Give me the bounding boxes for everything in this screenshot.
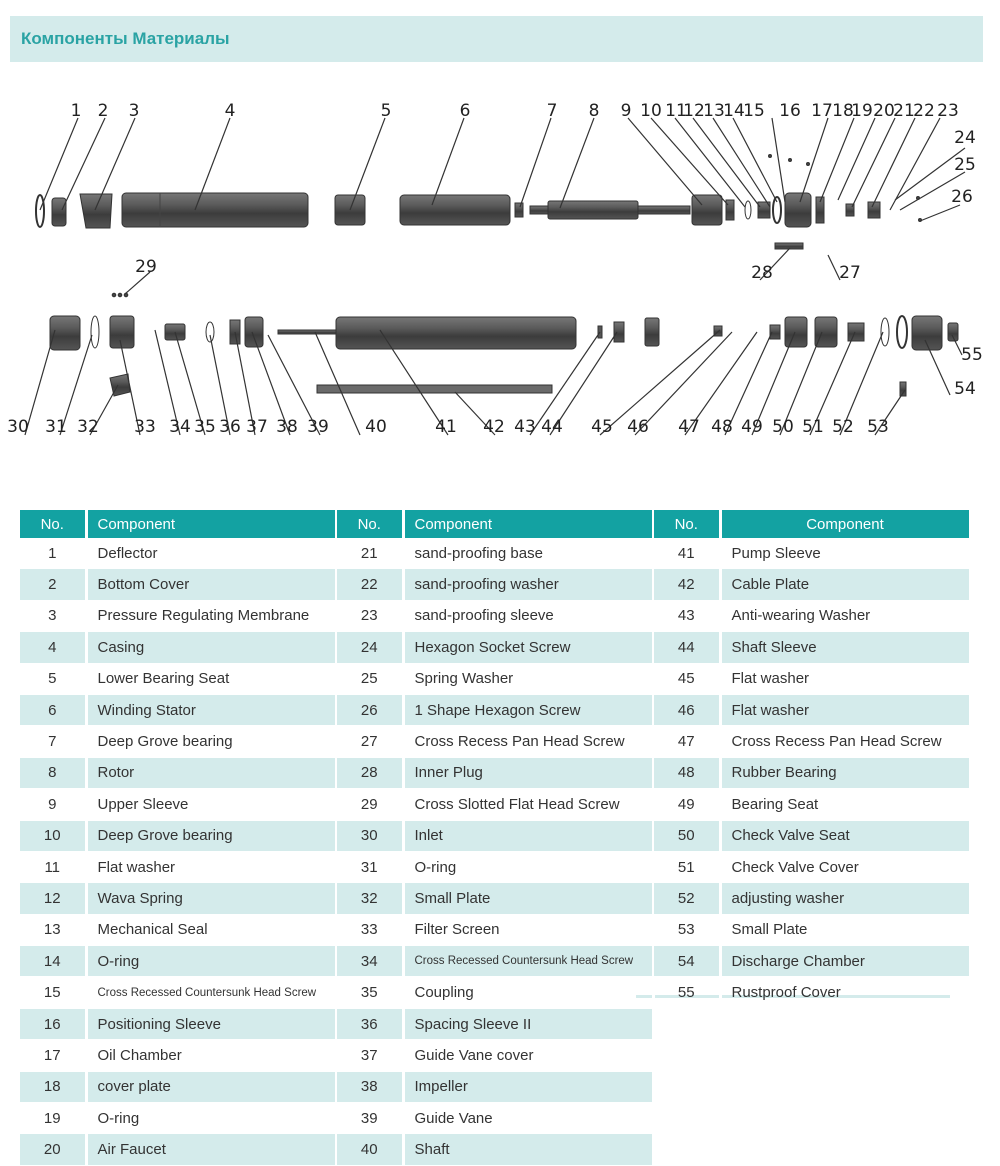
table-header <box>337 510 653 538</box>
table-row <box>337 694 653 725</box>
part-number: 24 <box>337 632 403 663</box>
table-row <box>20 883 336 914</box>
part-name: O-ring <box>86 946 336 977</box>
table-row <box>654 538 970 569</box>
part-number: 50 <box>654 820 720 851</box>
part-name: Shaft Sleeve <box>720 632 970 663</box>
table-row <box>654 663 970 694</box>
callout-10: 10 <box>640 101 662 121</box>
part-number: 26 <box>337 694 403 725</box>
callout-29: 29 <box>135 257 157 277</box>
part-number: 13 <box>20 914 86 945</box>
part-name: Discharge Chamber <box>720 946 970 977</box>
header-no: No. <box>20 510 86 538</box>
callout-24: 24 <box>954 128 976 148</box>
callout-37: 37 <box>246 417 268 437</box>
callout-47: 47 <box>678 417 700 437</box>
table-row <box>337 851 653 882</box>
table-row <box>337 977 653 1008</box>
table-body <box>337 538 653 1165</box>
table-row <box>654 914 970 945</box>
part-name: Check Valve Cover <box>720 851 970 882</box>
table-body <box>20 538 336 1165</box>
part-name: Hexagon Socket Screw <box>403 632 653 663</box>
table-row <box>20 726 336 757</box>
callout-39: 39 <box>307 417 329 437</box>
part-name: Lower Bearing Seat <box>86 663 336 694</box>
part-number: 10 <box>20 820 86 851</box>
callout-50: 50 <box>772 417 794 437</box>
part-name: Upper Sleeve <box>86 789 336 820</box>
callout-46: 46 <box>627 417 649 437</box>
table-row <box>654 977 970 1008</box>
part-number: 19 <box>20 1103 86 1134</box>
part-number: 33 <box>337 914 403 945</box>
part-number: 44 <box>654 632 720 663</box>
part-name: Rustproof Cover <box>720 977 970 1008</box>
table-row <box>337 820 653 851</box>
callout-14: 14 <box>723 101 745 121</box>
table-row <box>337 1008 653 1039</box>
part-number: 38 <box>337 1071 403 1102</box>
callout-23: 23 <box>937 101 959 121</box>
part-number: 11 <box>20 851 86 882</box>
part-name: Flat washer <box>86 851 336 882</box>
callout-5: 5 <box>380 101 392 121</box>
callout-52: 52 <box>832 417 854 437</box>
callout-42: 42 <box>483 417 505 437</box>
callout-49: 49 <box>741 417 763 437</box>
part-number: 49 <box>654 789 720 820</box>
part-number: 18 <box>20 1071 86 1102</box>
table-row <box>654 883 970 914</box>
part-name: Deep Grove bearing <box>86 820 336 851</box>
part-number: 1 <box>20 538 86 569</box>
callout-26: 26 <box>951 187 973 207</box>
part-number: 55 <box>654 977 720 1008</box>
callout-55: 55 <box>961 345 983 365</box>
table-row <box>654 694 970 725</box>
section-title: Компоненты Материалы <box>21 29 230 48</box>
part-name: Cross Recess Pan Head Screw <box>403 726 653 757</box>
part-number: 40 <box>337 1134 403 1165</box>
part-name: Deflector <box>86 538 336 569</box>
callout-45: 45 <box>591 417 613 437</box>
pump-parts <box>50 293 958 396</box>
table-row <box>654 757 970 788</box>
callout-30: 30 <box>7 417 29 437</box>
callout-13: 13 <box>703 101 725 121</box>
part-name: Guide Vane cover <box>403 1040 653 1071</box>
table-row <box>337 600 653 631</box>
callout-44: 44 <box>541 417 563 437</box>
callout-48: 48 <box>711 417 733 437</box>
header-no: No. <box>337 510 403 538</box>
table-row <box>337 757 653 788</box>
part-number: 5 <box>20 663 86 694</box>
callout-34: 34 <box>169 417 191 437</box>
table-row <box>337 914 653 945</box>
callout-43: 43 <box>514 417 536 437</box>
callout-15: 15 <box>743 101 765 121</box>
callout-38: 38 <box>276 417 298 437</box>
part-number: 16 <box>20 1008 86 1039</box>
callout-31: 31 <box>45 417 67 437</box>
table-header <box>20 510 336 538</box>
part-number: 30 <box>337 820 403 851</box>
table-row <box>20 946 336 977</box>
part-name: Filter Screen <box>403 914 653 945</box>
part-name: Small Plate <box>720 914 970 945</box>
table-row <box>654 789 970 820</box>
table-body <box>654 538 970 1008</box>
callout-8: 8 <box>588 101 600 121</box>
part-name: Flat washer <box>720 694 970 725</box>
table-row <box>20 1071 336 1102</box>
part-name: adjusting washer <box>720 883 970 914</box>
part-number: 46 <box>654 694 720 725</box>
callout-28: 28 <box>751 263 773 283</box>
part-number: 54 <box>654 946 720 977</box>
part-number: 23 <box>337 600 403 631</box>
part-name: Rubber Bearing <box>720 757 970 788</box>
part-number: 45 <box>654 663 720 694</box>
part-name: Casing <box>86 632 336 663</box>
part-name: sand-proofing washer <box>403 569 653 600</box>
table-row <box>20 694 336 725</box>
part-number: 6 <box>20 694 86 725</box>
table-row <box>337 1134 653 1165</box>
callout-51: 51 <box>802 417 824 437</box>
callout-6: 6 <box>459 101 471 121</box>
table-row <box>20 600 336 631</box>
table-row <box>337 789 653 820</box>
part-name: Inner Plug <box>403 757 653 788</box>
part-name: sand-proofing base <box>403 538 653 569</box>
part-name: Pump Sleeve <box>720 538 970 569</box>
part-number: 43 <box>654 600 720 631</box>
part-number: 8 <box>20 757 86 788</box>
table-row <box>20 1103 336 1134</box>
part-number: 42 <box>654 569 720 600</box>
part-number: 29 <box>337 789 403 820</box>
part-number: 21 <box>337 538 403 569</box>
part-name: Cross Recessed Countersunk Head Screw <box>403 946 653 977</box>
part-number: 36 <box>337 1008 403 1039</box>
top-callouts <box>71 101 976 283</box>
part-number: 47 <box>654 726 720 757</box>
part-number: 9 <box>20 789 86 820</box>
part-number: 3 <box>20 600 86 631</box>
part-name: Winding Stator <box>86 694 336 725</box>
part-number: 53 <box>654 914 720 945</box>
callout-11: 11 <box>665 101 687 121</box>
part-name: sand-proofing sleeve <box>403 600 653 631</box>
section-header <box>10 16 983 62</box>
part-name: O-ring <box>403 851 653 882</box>
components-table-2 <box>337 510 655 1166</box>
part-number: 2 <box>20 569 86 600</box>
components-table-1 <box>20 510 338 1166</box>
part-number: 17 <box>20 1040 86 1071</box>
part-number: 28 <box>337 757 403 788</box>
part-name: Mechanical Seal <box>86 914 336 945</box>
part-name: O-ring <box>86 1103 336 1134</box>
part-name: Cross Recessed Countersunk Head Screw <box>86 977 336 1008</box>
part-name: Wava Spring <box>86 883 336 914</box>
part-number: 35 <box>337 977 403 1008</box>
exploded-pump-diagram <box>0 80 1000 450</box>
part-name: Cable Plate <box>720 569 970 600</box>
table-row <box>20 632 336 663</box>
callout-12: 12 <box>683 101 705 121</box>
part-name: 1 Shape Hexagon Screw <box>403 694 653 725</box>
part-number: 12 <box>20 883 86 914</box>
table-row <box>20 1134 336 1165</box>
callout-21: 21 <box>893 101 915 121</box>
table-row <box>20 914 336 945</box>
table-row <box>654 946 970 977</box>
table-row <box>654 851 970 882</box>
part-number: 25 <box>337 663 403 694</box>
part-number: 39 <box>337 1103 403 1134</box>
components-table-3 <box>654 510 972 1009</box>
callout-53: 53 <box>867 417 889 437</box>
part-name: Impeller <box>403 1071 653 1102</box>
part-number: 27 <box>337 726 403 757</box>
table-row <box>654 726 970 757</box>
callout-36: 36 <box>219 417 241 437</box>
callout-9: 9 <box>620 101 632 121</box>
table-row <box>337 663 653 694</box>
table-row <box>337 1103 653 1134</box>
callout-41: 41 <box>435 417 457 437</box>
callout-18: 18 <box>832 101 854 121</box>
table-row <box>654 569 970 600</box>
table-row <box>20 538 336 569</box>
part-name: Bearing Seat <box>720 789 970 820</box>
table-row <box>337 632 653 663</box>
callout-17: 17 <box>811 101 833 121</box>
part-name: Pressure Regulating Membrane <box>86 600 336 631</box>
table-row <box>20 663 336 694</box>
part-name: Cross Recess Pan Head Screw <box>720 726 970 757</box>
callout-1: 1 <box>70 101 82 121</box>
part-name: cover plate <box>86 1071 336 1102</box>
table-row <box>20 789 336 820</box>
callout-54: 54 <box>954 379 976 399</box>
header-no: No. <box>654 510 720 538</box>
callout-19: 19 <box>851 101 873 121</box>
part-number: 51 <box>654 851 720 882</box>
part-number: 15 <box>20 977 86 1008</box>
callout-2: 2 <box>97 101 109 121</box>
header-component: Component <box>403 510 653 538</box>
table-row <box>654 632 970 663</box>
part-name: Anti-wearing Washer <box>720 600 970 631</box>
callout-22: 22 <box>913 101 935 121</box>
part-number: 52 <box>654 883 720 914</box>
table-row <box>337 1040 653 1071</box>
callout-3: 3 <box>128 101 140 121</box>
table-row <box>337 946 653 977</box>
callout-40: 40 <box>365 417 387 437</box>
callout-33: 33 <box>134 417 156 437</box>
part-number: 31 <box>337 851 403 882</box>
part-number: 22 <box>337 569 403 600</box>
part-number: 4 <box>20 632 86 663</box>
table-row <box>20 820 336 851</box>
part-name: Check Valve Seat <box>720 820 970 851</box>
callout-32: 32 <box>77 417 99 437</box>
part-name: Small Plate <box>403 883 653 914</box>
part-name: Oil Chamber <box>86 1040 336 1071</box>
part-number: 41 <box>654 538 720 569</box>
part-name: Flat washer <box>720 663 970 694</box>
table-row <box>20 1040 336 1071</box>
part-name: Spring Washer <box>403 663 653 694</box>
callout-25: 25 <box>954 155 976 175</box>
motor-parts <box>36 155 922 250</box>
part-name: Positioning Sleeve <box>86 1008 336 1039</box>
callout-20: 20 <box>873 101 895 121</box>
part-name: Cross Slotted Flat Head Screw <box>403 789 653 820</box>
part-number: 7 <box>20 726 86 757</box>
table-row <box>337 883 653 914</box>
table-row <box>20 1008 336 1039</box>
part-name: Air Faucet <box>86 1134 336 1165</box>
table-row <box>20 851 336 882</box>
callout-16: 16 <box>779 101 801 121</box>
table-row <box>337 1071 653 1102</box>
table-row <box>337 726 653 757</box>
table-row <box>337 538 653 569</box>
callout-35: 35 <box>194 417 216 437</box>
part-number: 20 <box>20 1134 86 1165</box>
part-name: Shaft <box>403 1134 653 1165</box>
part-number: 32 <box>337 883 403 914</box>
table-row <box>654 820 970 851</box>
part-number: 48 <box>654 757 720 788</box>
part-number: 14 <box>20 946 86 977</box>
part-name: Spacing Sleeve II <box>403 1008 653 1039</box>
table-header <box>654 510 970 538</box>
table-row <box>654 600 970 631</box>
part-name: Coupling <box>403 977 653 1008</box>
part-name: Rotor <box>86 757 336 788</box>
part-number: 37 <box>337 1040 403 1071</box>
callout-7: 7 <box>546 101 558 121</box>
part-name: Inlet <box>403 820 653 851</box>
table-row <box>20 569 336 600</box>
table-row <box>20 757 336 788</box>
header-component: Component <box>86 510 336 538</box>
callout-4: 4 <box>224 101 236 121</box>
part-name: Bottom Cover <box>86 569 336 600</box>
table-row <box>337 569 653 600</box>
part-name: Guide Vane <box>403 1103 653 1134</box>
callout-27: 27 <box>839 263 861 283</box>
header-component: Component <box>720 510 970 538</box>
part-name: Deep Grove bearing <box>86 726 336 757</box>
part-number: 34 <box>337 946 403 977</box>
table-row <box>20 977 336 1008</box>
